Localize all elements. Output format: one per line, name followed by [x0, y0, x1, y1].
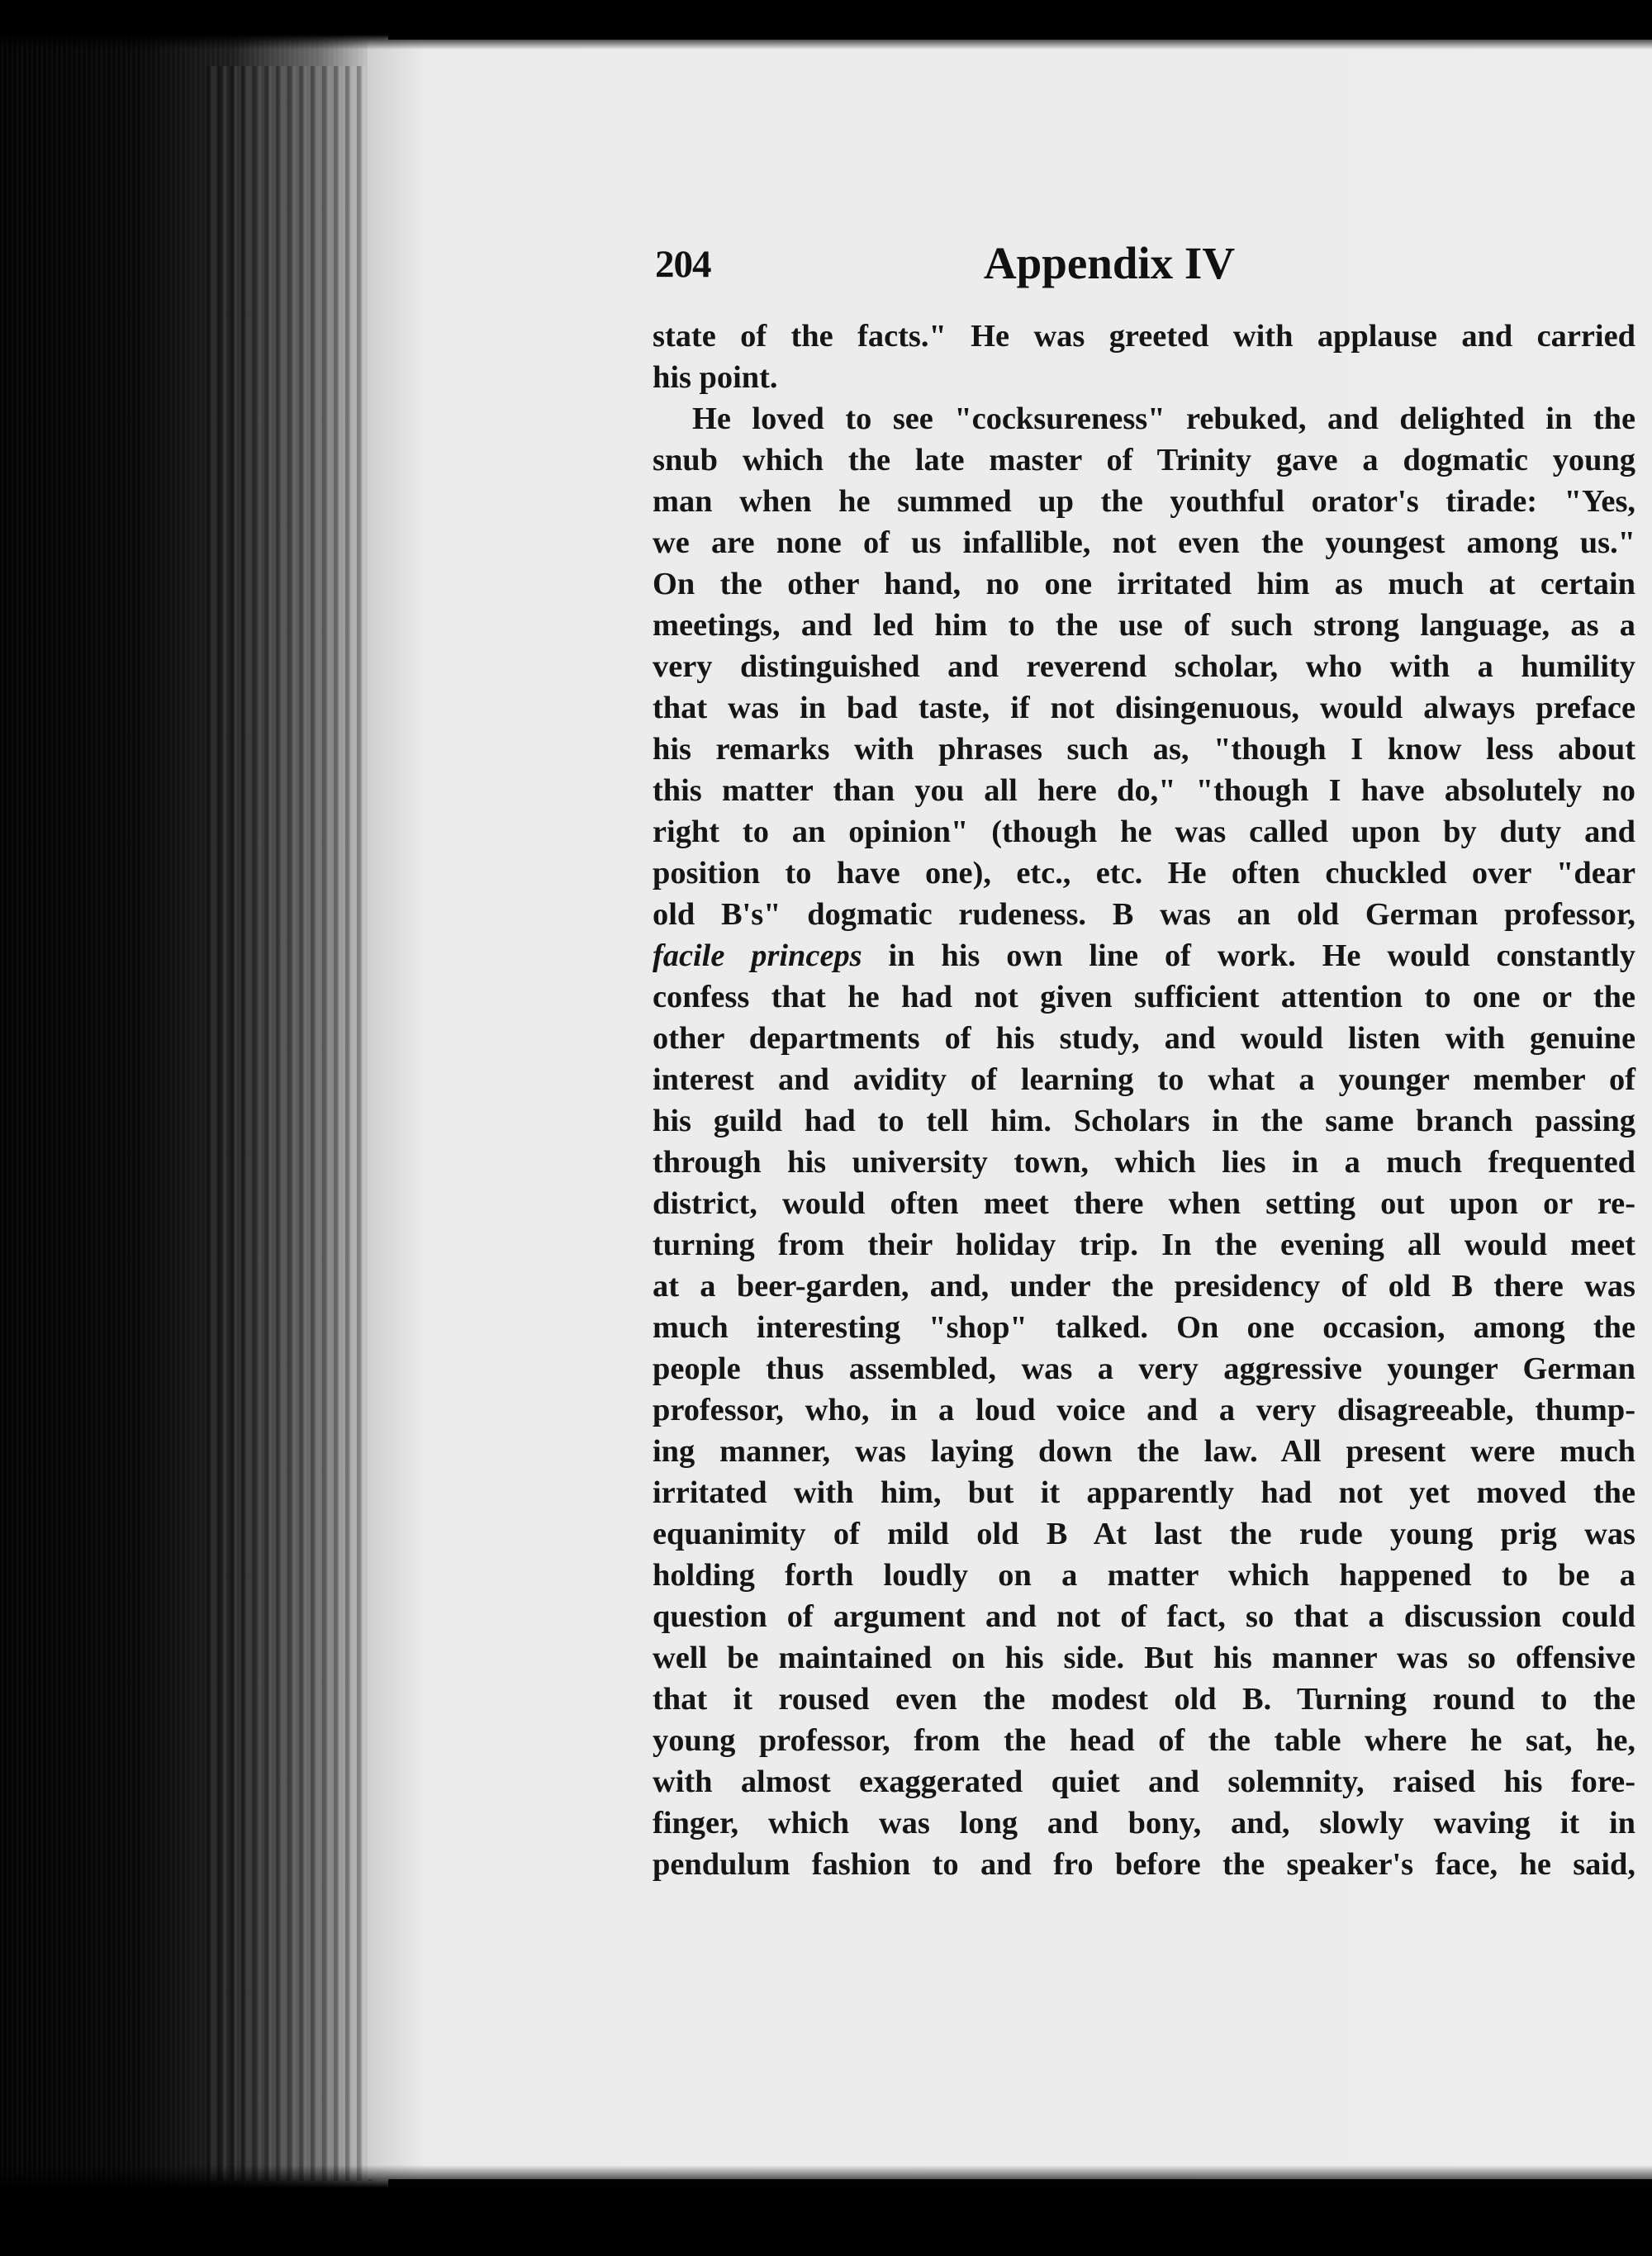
text-line: [653, 935, 1635, 976]
text-line: position to have one), etc., etc. He often chuckled over "dear: [653, 856, 1635, 891]
page-header: [655, 237, 1638, 295]
italic-phrase: facile princeps: [653, 938, 862, 973]
text-line: old B's" dogmatic rudeness. B was an old German professor,: [653, 897, 1635, 932]
text-line: equanimity of mild old B At last the rude young prig was: [653, 1517, 1635, 1551]
text-line: confess that he had not given sufficient attention to one or the: [653, 980, 1635, 1014]
text-line: much interesting "shop" talked. On one occasion, among the: [653, 1310, 1635, 1345]
text-line: well be maintained on his side. But his manner was so offensive: [653, 1641, 1635, 1675]
text-line: that it roused even the modest old B. Turning round to the: [653, 1682, 1635, 1717]
text-line: He loved to see "cocksureness" rebuked, and delighted in the: [692, 401, 1635, 436]
text-line: this matter than you all here do," "though I have absolutely no: [653, 773, 1635, 808]
text-line: right to an opinion" (though he was called upon by duty and: [653, 815, 1635, 849]
text-line: question of argument and not of fact, so that a discussion could: [653, 1599, 1635, 1634]
text-span: in his own line of work. He would constantly: [862, 938, 1636, 973]
text-line: ing manner, was laying down the law. All present were much: [653, 1434, 1635, 1469]
text-line: finger, which was long and bony, and, slowly waving it in: [653, 1806, 1635, 1840]
text-line: other departments of his study, and would listen with genuine: [653, 1021, 1635, 1056]
text-line: district, would often meet there when setting out upon or re-: [653, 1186, 1635, 1221]
text-line: we are none of us infallible, not even the youngest among us.": [653, 525, 1635, 560]
text-line: irritated with him, but it apparently had not yet moved the: [653, 1475, 1635, 1510]
running-title: Appendix IV: [983, 238, 1236, 288]
text-line: professor, who, in a loud voice and a very disagreeable, thump-: [653, 1393, 1635, 1427]
text-line: On the other hand, no one irritated him as much at certain: [653, 567, 1635, 601]
text-line: with almost exaggerated quiet and solemnity, raised his fore-: [653, 1764, 1635, 1799]
top-edge-shadow: [0, 0, 1652, 50]
text-line: meetings, and led him to the use of such strong language, as a: [653, 608, 1635, 643]
text-line: man when he summed up the youthful orator's tirade: "Yes,: [653, 484, 1635, 519]
text-line: turning from their holiday trip. In the evening all would meet: [653, 1228, 1635, 1262]
text-line: very distinguished and reverend scholar, who with a humility: [653, 649, 1635, 684]
text-line: pendulum fashion to and fro before the speaker's face, he said,: [653, 1847, 1635, 1882]
bottom-edge-shadow: [0, 2165, 1652, 2256]
text-line: young professor, from the head of the table where he sat, he,: [653, 1723, 1635, 1758]
text-line: his guild had to tell him. Scholars in the same branch passing: [653, 1104, 1635, 1138]
text-line: his point.: [653, 360, 778, 395]
text-line: that was in bad taste, if not disingenuous, would always preface: [653, 691, 1635, 725]
body-text: [653, 316, 1635, 1885]
text-line: his remarks with phrases such as, "though I know less about: [653, 732, 1635, 767]
text-line: people thus assembled, was a very aggressive younger German: [653, 1351, 1635, 1386]
text-line: through his university town, which lies in a much frequented: [653, 1145, 1635, 1180]
text-line: holding forth loudly on a matter which happened to be a: [653, 1558, 1635, 1593]
text-line: state of the facts." He was greeted with applause and carried: [653, 319, 1635, 354]
page-number: 204: [655, 243, 711, 286]
text-line: at a beer-garden, and, under the presidency of old B there was: [653, 1269, 1635, 1304]
page-fold-shadow: [206, 66, 372, 2181]
text-line: interest and avidity of learning to what a younger member of: [653, 1062, 1635, 1097]
text-line: snub which the late master of Trinity gave a dogmatic young: [653, 443, 1635, 477]
